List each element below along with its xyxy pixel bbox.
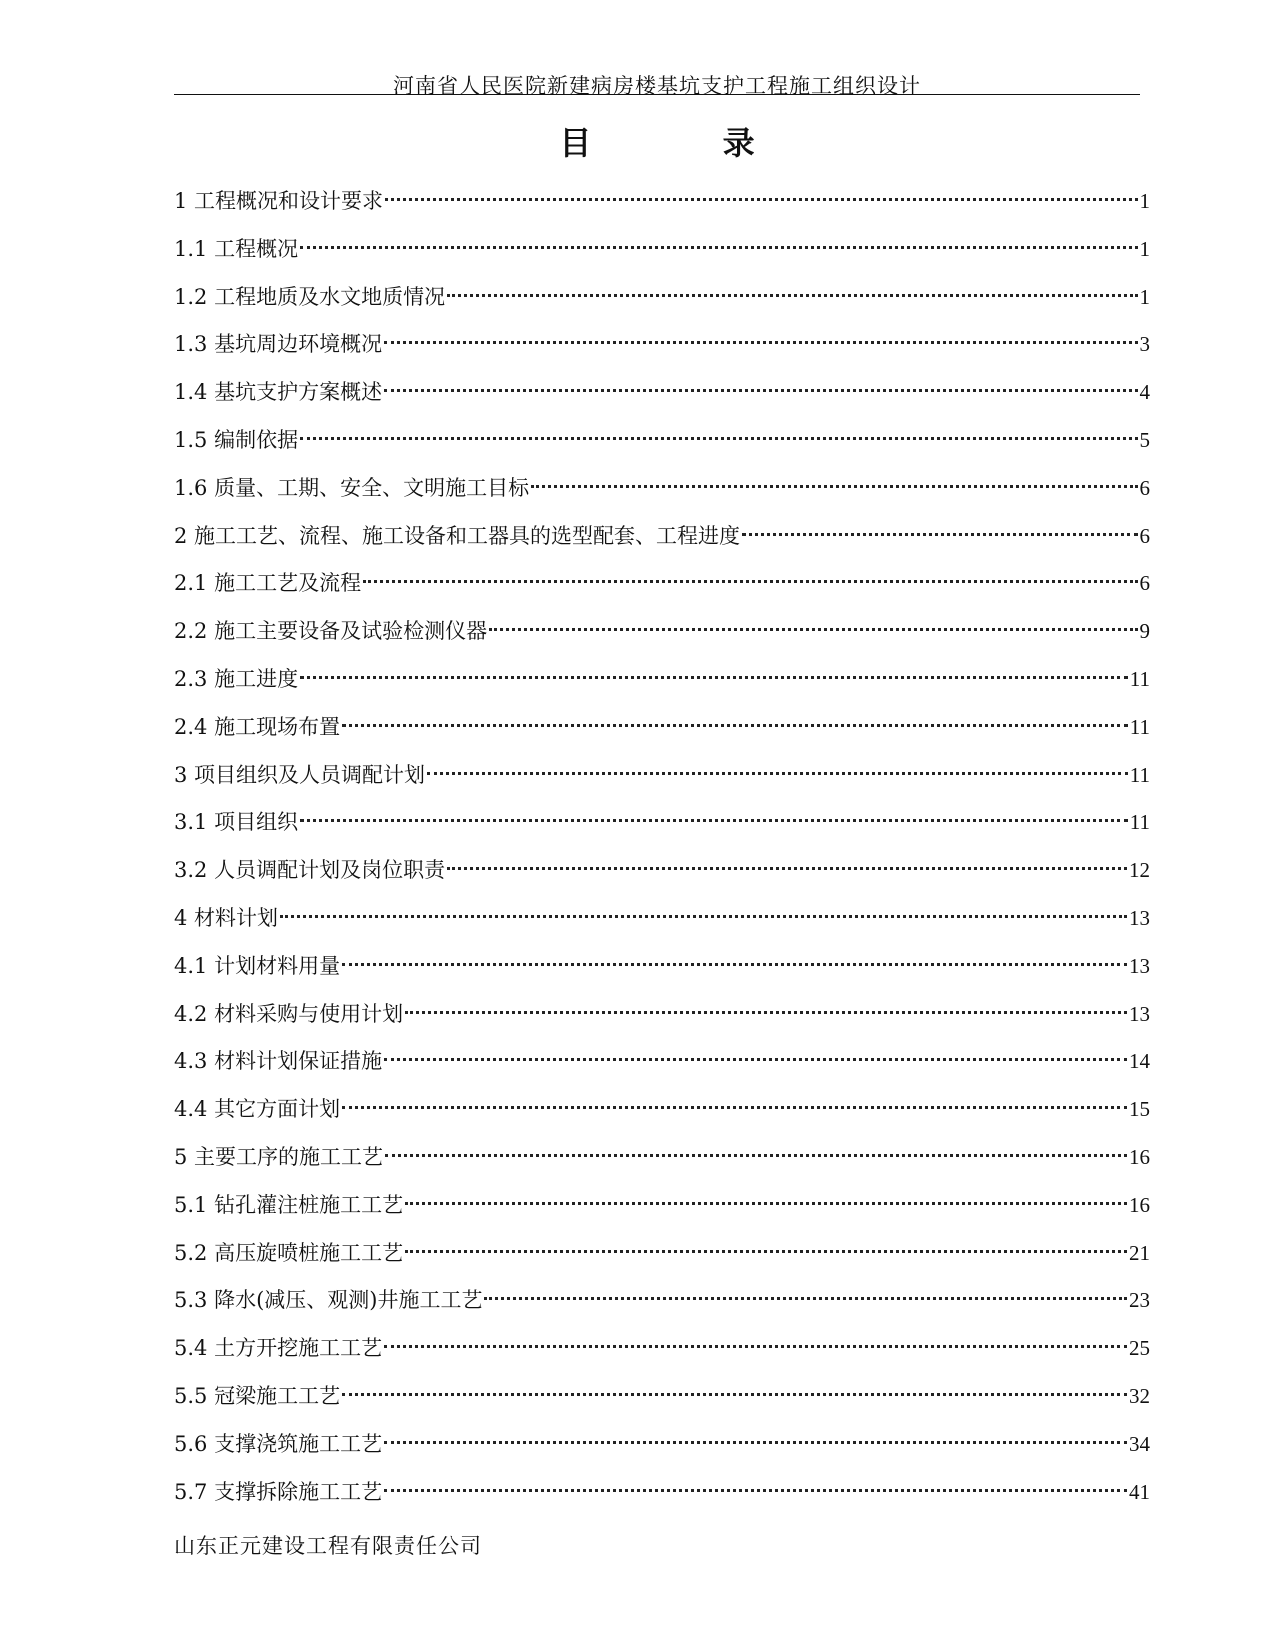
toc-entry-label: 3 项目组织及人员调配计划	[174, 762, 426, 787]
toc-dot-leader	[384, 389, 1137, 392]
toc-entry[interactable]	[174, 417, 1150, 465]
toc-entry-page: 11	[1129, 810, 1150, 835]
toc-entry[interactable]	[174, 799, 1150, 847]
toc-entry-page: 32	[1129, 1383, 1150, 1408]
toc-dot-leader	[405, 1011, 1127, 1014]
toc-entry[interactable]	[174, 1373, 1150, 1421]
toc-entry-label: 5.1 钻孔灌注桩施工工艺	[174, 1192, 404, 1217]
toc-dot-leader	[405, 1250, 1127, 1253]
toc-dot-leader	[484, 1297, 1127, 1300]
toc-entry[interactable]	[174, 1230, 1150, 1278]
toc-entry-label: 2.3 施工进度	[174, 666, 299, 691]
toc-entry-page: 23	[1129, 1288, 1150, 1313]
toc-entry-page: 6	[1139, 571, 1150, 596]
toc-entry[interactable]	[174, 560, 1150, 608]
toc-dot-leader	[405, 1202, 1127, 1205]
toc-entry-label: 4.3 材料计划保证措施	[174, 1049, 383, 1074]
toc-dot-leader	[300, 676, 1128, 679]
toc-dot-leader	[384, 1441, 1127, 1444]
toc-dot-leader	[300, 819, 1128, 822]
toc-entry-page: 4	[1139, 380, 1150, 405]
toc-entry[interactable]	[174, 656, 1150, 704]
toc-entry-page: 16	[1129, 1192, 1150, 1217]
toc-entry[interactable]	[174, 895, 1150, 943]
toc-entry[interactable]	[174, 178, 1150, 226]
toc-entry-label: 1.2 工程地质及水文地质情况	[174, 284, 446, 309]
toc-entry-page: 1	[1139, 284, 1150, 309]
toc-entry[interactable]	[174, 274, 1150, 322]
toc-entry-label: 3.2 人员调配计划及岗位职责	[174, 858, 446, 883]
toc-entry-page: 14	[1129, 1049, 1150, 1074]
toc-entry-page: 5	[1139, 427, 1150, 452]
toc-entry-page: 25	[1129, 1336, 1150, 1361]
toc-entry-label: 4.1 计划材料用量	[174, 953, 341, 978]
toc-entry-label: 2 施工工艺、流程、施工设备和工器具的选型配套、工程进度	[174, 523, 741, 548]
toc-entry-page: 1	[1139, 236, 1150, 261]
toc-entry-page: 41	[1129, 1479, 1150, 1504]
toc-entry-label: 5.4 土方开挖施工工艺	[174, 1336, 383, 1361]
toc-entry[interactable]	[174, 1134, 1150, 1182]
toc-dot-leader	[385, 1154, 1127, 1157]
toc-entry-label: 2.4 施工现场布置	[174, 714, 341, 739]
toc-entry[interactable]	[174, 991, 1150, 1039]
toc-entry-label: 5.7 支撑拆除施工工艺	[174, 1479, 383, 1504]
toc-dot-leader	[531, 485, 1137, 488]
toc-dot-leader	[447, 867, 1127, 870]
toc-entry-label: 2.1 施工工艺及流程	[174, 571, 362, 596]
toc-entry-label: 4.2 材料采购与使用计划	[174, 1001, 404, 1026]
toc-entry[interactable]	[174, 513, 1150, 561]
toc-dot-leader	[384, 1345, 1127, 1348]
toc-entry[interactable]	[174, 752, 1150, 800]
toc-entry-page: 6	[1139, 475, 1150, 500]
toc-dot-leader	[342, 1393, 1127, 1396]
toc-entry-label: 1.6 质量、工期、安全、文明施工目标	[174, 475, 530, 500]
table-of-contents	[174, 178, 1150, 1516]
toc-entry-page: 16	[1129, 1144, 1150, 1169]
toc-entry[interactable]	[174, 1325, 1150, 1373]
toc-entry-page: 13	[1129, 905, 1150, 930]
toc-entry-page: 15	[1129, 1097, 1150, 1122]
toc-entry-page: 11	[1129, 762, 1150, 787]
toc-dot-leader	[342, 1106, 1127, 1109]
toc-entry[interactable]	[174, 608, 1150, 656]
toc-entry[interactable]	[174, 1277, 1150, 1325]
toc-entry-page: 11	[1129, 666, 1150, 691]
header-rule	[174, 94, 1140, 95]
toc-entry[interactable]	[174, 369, 1150, 417]
toc-dot-leader	[300, 246, 1137, 249]
toc-entry[interactable]	[174, 1421, 1150, 1469]
toc-dot-leader	[300, 437, 1137, 440]
toc-entry-label: 4 材料计划	[174, 905, 279, 930]
toc-dot-leader	[447, 294, 1137, 297]
toc-entry-label: 5.5 冠梁施工工艺	[174, 1383, 341, 1408]
toc-entry-label: 1.4 基坑支护方案概述	[174, 380, 383, 405]
toc-entry-label: 5 主要工序的施工工艺	[174, 1144, 384, 1169]
toc-dot-leader	[385, 198, 1137, 201]
toc-entry-label: 1.5 编制依据	[174, 427, 299, 452]
toc-entry-label: 1.3 基坑周边环境概况	[174, 332, 383, 357]
toc-entry-label: 5.6 支撑浇筑施工工艺	[174, 1431, 383, 1456]
toc-entry[interactable]	[174, 321, 1150, 369]
toc-entry-page: 11	[1129, 714, 1150, 739]
footer-company: 山东正元建设工程有限责任公司	[174, 1534, 482, 1558]
toc-entry-page: 9	[1139, 619, 1150, 644]
toc-entry-page: 12	[1129, 858, 1150, 883]
toc-title: 目 录	[559, 124, 815, 162]
toc-dot-leader	[342, 724, 1128, 727]
toc-entry-label: 3.1 项目组织	[174, 810, 299, 835]
toc-entry-label: 4.4 其它方面计划	[174, 1097, 341, 1122]
toc-entry[interactable]	[174, 1038, 1150, 1086]
toc-entry-label: 5.3 降水(减压、观测)井施工工艺	[174, 1288, 483, 1313]
toc-entry-page: 1	[1139, 189, 1150, 213]
toc-entry-page: 3	[1139, 332, 1150, 357]
toc-entry[interactable]	[174, 465, 1150, 513]
toc-entry-label: 5.2 高压旋喷桩施工工艺	[174, 1240, 404, 1265]
toc-dot-leader	[280, 915, 1127, 918]
running-header: 河南省人民医院新建病房楼基坑支护工程施工组织设计	[393, 74, 921, 98]
toc-dot-leader	[742, 533, 1137, 536]
toc-entry[interactable]	[174, 1182, 1150, 1230]
toc-dot-leader	[384, 341, 1137, 344]
toc-dot-leader	[427, 772, 1128, 775]
toc-entry-page: 13	[1129, 1001, 1150, 1026]
toc-dot-leader	[342, 963, 1127, 966]
toc-dot-leader	[489, 628, 1137, 631]
toc-entry-page: 6	[1139, 523, 1150, 548]
toc-entry-page: 34	[1129, 1431, 1150, 1456]
toc-entry-page: 21	[1129, 1240, 1150, 1265]
toc-entry-label: 1 工程概况和设计要求	[174, 189, 384, 213]
toc-entry-page: 13	[1129, 953, 1150, 978]
toc-entry[interactable]	[174, 1469, 1150, 1517]
toc-dot-leader	[384, 1058, 1127, 1061]
toc-entry-label: 2.2 施工主要设备及试验检测仪器	[174, 619, 488, 644]
toc-entry-label: 1.1 工程概况	[174, 236, 299, 261]
toc-entry[interactable]	[174, 226, 1150, 274]
toc-entry[interactable]	[174, 704, 1150, 752]
toc-entry[interactable]	[174, 943, 1150, 991]
toc-entry[interactable]	[174, 1086, 1150, 1134]
toc-entry[interactable]	[174, 847, 1150, 895]
toc-dot-leader	[363, 580, 1137, 583]
toc-dot-leader	[384, 1489, 1127, 1492]
